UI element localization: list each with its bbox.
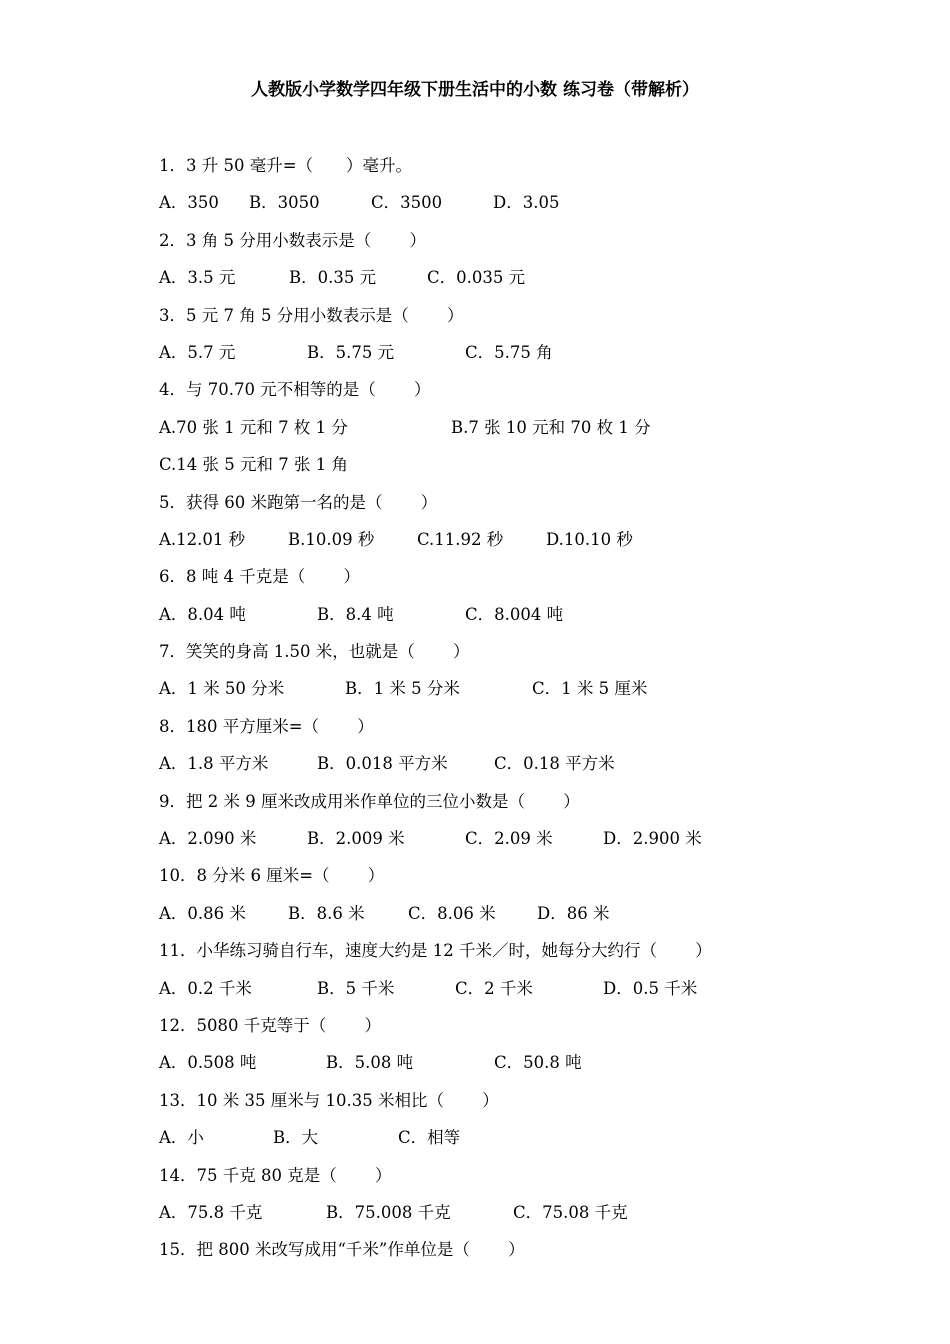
option: B．0.35 元	[289, 268, 377, 288]
option: A．350	[159, 193, 219, 213]
option: C.14 张 5 元和 7 张 1 角	[159, 455, 348, 475]
option: C．75.08 千克	[513, 1202, 628, 1222]
option: C．50.8 吨	[494, 1053, 582, 1073]
option-row	[159, 975, 879, 1012]
option-row	[159, 414, 879, 451]
option: B．2.009 米	[307, 829, 405, 849]
option: C.11.92 秒	[417, 529, 504, 549]
question-stem: 3．5 元 7 角 5 分用小数表示是（ ）	[159, 305, 464, 325]
option: C．1 米 5 厘米	[532, 679, 648, 699]
option: B．5 千米	[317, 978, 395, 998]
question-stem: 2．3 角 5 分用小数表示是（ ）	[159, 230, 426, 250]
option: C．2.09 米	[465, 829, 553, 849]
question-stem: 10．8 分米 6 厘米=（ ）	[159, 866, 385, 886]
question-stem: 8．180 平方厘米=（ ）	[159, 716, 374, 736]
option-row	[159, 750, 879, 787]
option: A．小	[159, 1128, 204, 1148]
option-row	[159, 1049, 879, 1086]
option-row	[159, 526, 879, 563]
option: A．0.508 吨	[159, 1053, 257, 1073]
question-stem: 12．5080 千克等于（ ）	[159, 1015, 381, 1035]
question-stem: 15．把 800 米改写成用“千米”作单位是（ ）	[159, 1240, 525, 1260]
option: A．2.090 米	[159, 829, 257, 849]
question-stem: 6．8 吨 4 千克是（ ）	[159, 567, 360, 587]
option: A．1 米 50 分米	[159, 679, 285, 699]
option: B．5.75 元	[307, 342, 395, 362]
option: A.70 张 1 元和 7 枚 1 分	[159, 417, 348, 437]
option-row	[159, 825, 879, 862]
option: A．3.5 元	[159, 268, 236, 288]
option: B．大	[273, 1128, 319, 1148]
question-stem: 13．10 米 35 厘米与 10.35 米相比（ ）	[159, 1090, 499, 1110]
option: B．5.08 吨	[326, 1053, 414, 1073]
option: C．8.06 米	[408, 903, 496, 923]
question-stem: 4．与 70.70 元不相等的是（ ）	[159, 380, 431, 400]
option: D．0.5 千米	[603, 978, 698, 998]
option: C．2 千米	[455, 978, 533, 998]
option: A．8.04 吨	[159, 604, 246, 624]
option: B．0.018 平方米	[317, 754, 448, 774]
question-stem: 14．75 千克 80 克是（ ）	[159, 1165, 392, 1185]
question-stem: 11．小华练习骑自行车，速度大约是 12 千米／时，她每分大约行（ ）	[159, 941, 712, 961]
option: D．3.05	[493, 193, 560, 213]
option-row	[159, 339, 879, 376]
option: B.10.09 秒	[288, 529, 375, 549]
option: A．0.86 米	[159, 903, 246, 923]
document-title: 人教版小学数学四年级下册生活中的小数 练习卷（带解析）	[251, 80, 699, 100]
option: D.10.10 秒	[546, 529, 633, 549]
option: C．相等	[398, 1128, 461, 1148]
option: C．5.75 角	[465, 342, 553, 362]
option: B．3050	[249, 193, 320, 213]
option-row	[159, 900, 879, 937]
option: D．2.900 米	[603, 829, 702, 849]
option: A．1.8 平方米	[159, 754, 269, 774]
option: C．0.18 平方米	[494, 754, 615, 774]
option: A．0.2 千米	[159, 978, 252, 998]
option-row	[159, 601, 879, 638]
option-row	[159, 451, 879, 488]
option-row	[159, 675, 879, 712]
option: B．75.008 千克	[326, 1202, 451, 1222]
option: B.7 张 10 元和 70 枚 1 分	[451, 417, 651, 437]
option: B．1 米 5 分米	[345, 679, 460, 699]
option-row	[159, 1199, 879, 1236]
option: A．75.8 千克	[159, 1202, 263, 1222]
option: C．3500	[371, 193, 443, 213]
question-stem: 7．笑笑的身高 1.50 米，也就是（ ）	[159, 642, 470, 662]
option: A.12.01 秒	[159, 529, 246, 549]
option: D．86 米	[537, 903, 610, 923]
question-stem: 9．把 2 米 9 厘米改成用米作单位的三位小数是（ ）	[159, 791, 580, 811]
option: C．0.035 元	[427, 268, 526, 288]
option: A．5.7 元	[159, 342, 236, 362]
option-row	[159, 189, 879, 226]
option: B．8.6 米	[288, 903, 365, 923]
option-row	[159, 1124, 879, 1161]
question-stem: 1．3 升 50 毫升=（ ）毫升。	[159, 156, 413, 175]
option: B．8.4 吨	[317, 604, 394, 624]
question-list	[159, 152, 879, 1274]
option-row	[159, 264, 879, 301]
question-stem: 5．获得 60 米跑第一名的是（ ）	[159, 492, 438, 512]
option: C．8.004 吨	[465, 604, 564, 624]
